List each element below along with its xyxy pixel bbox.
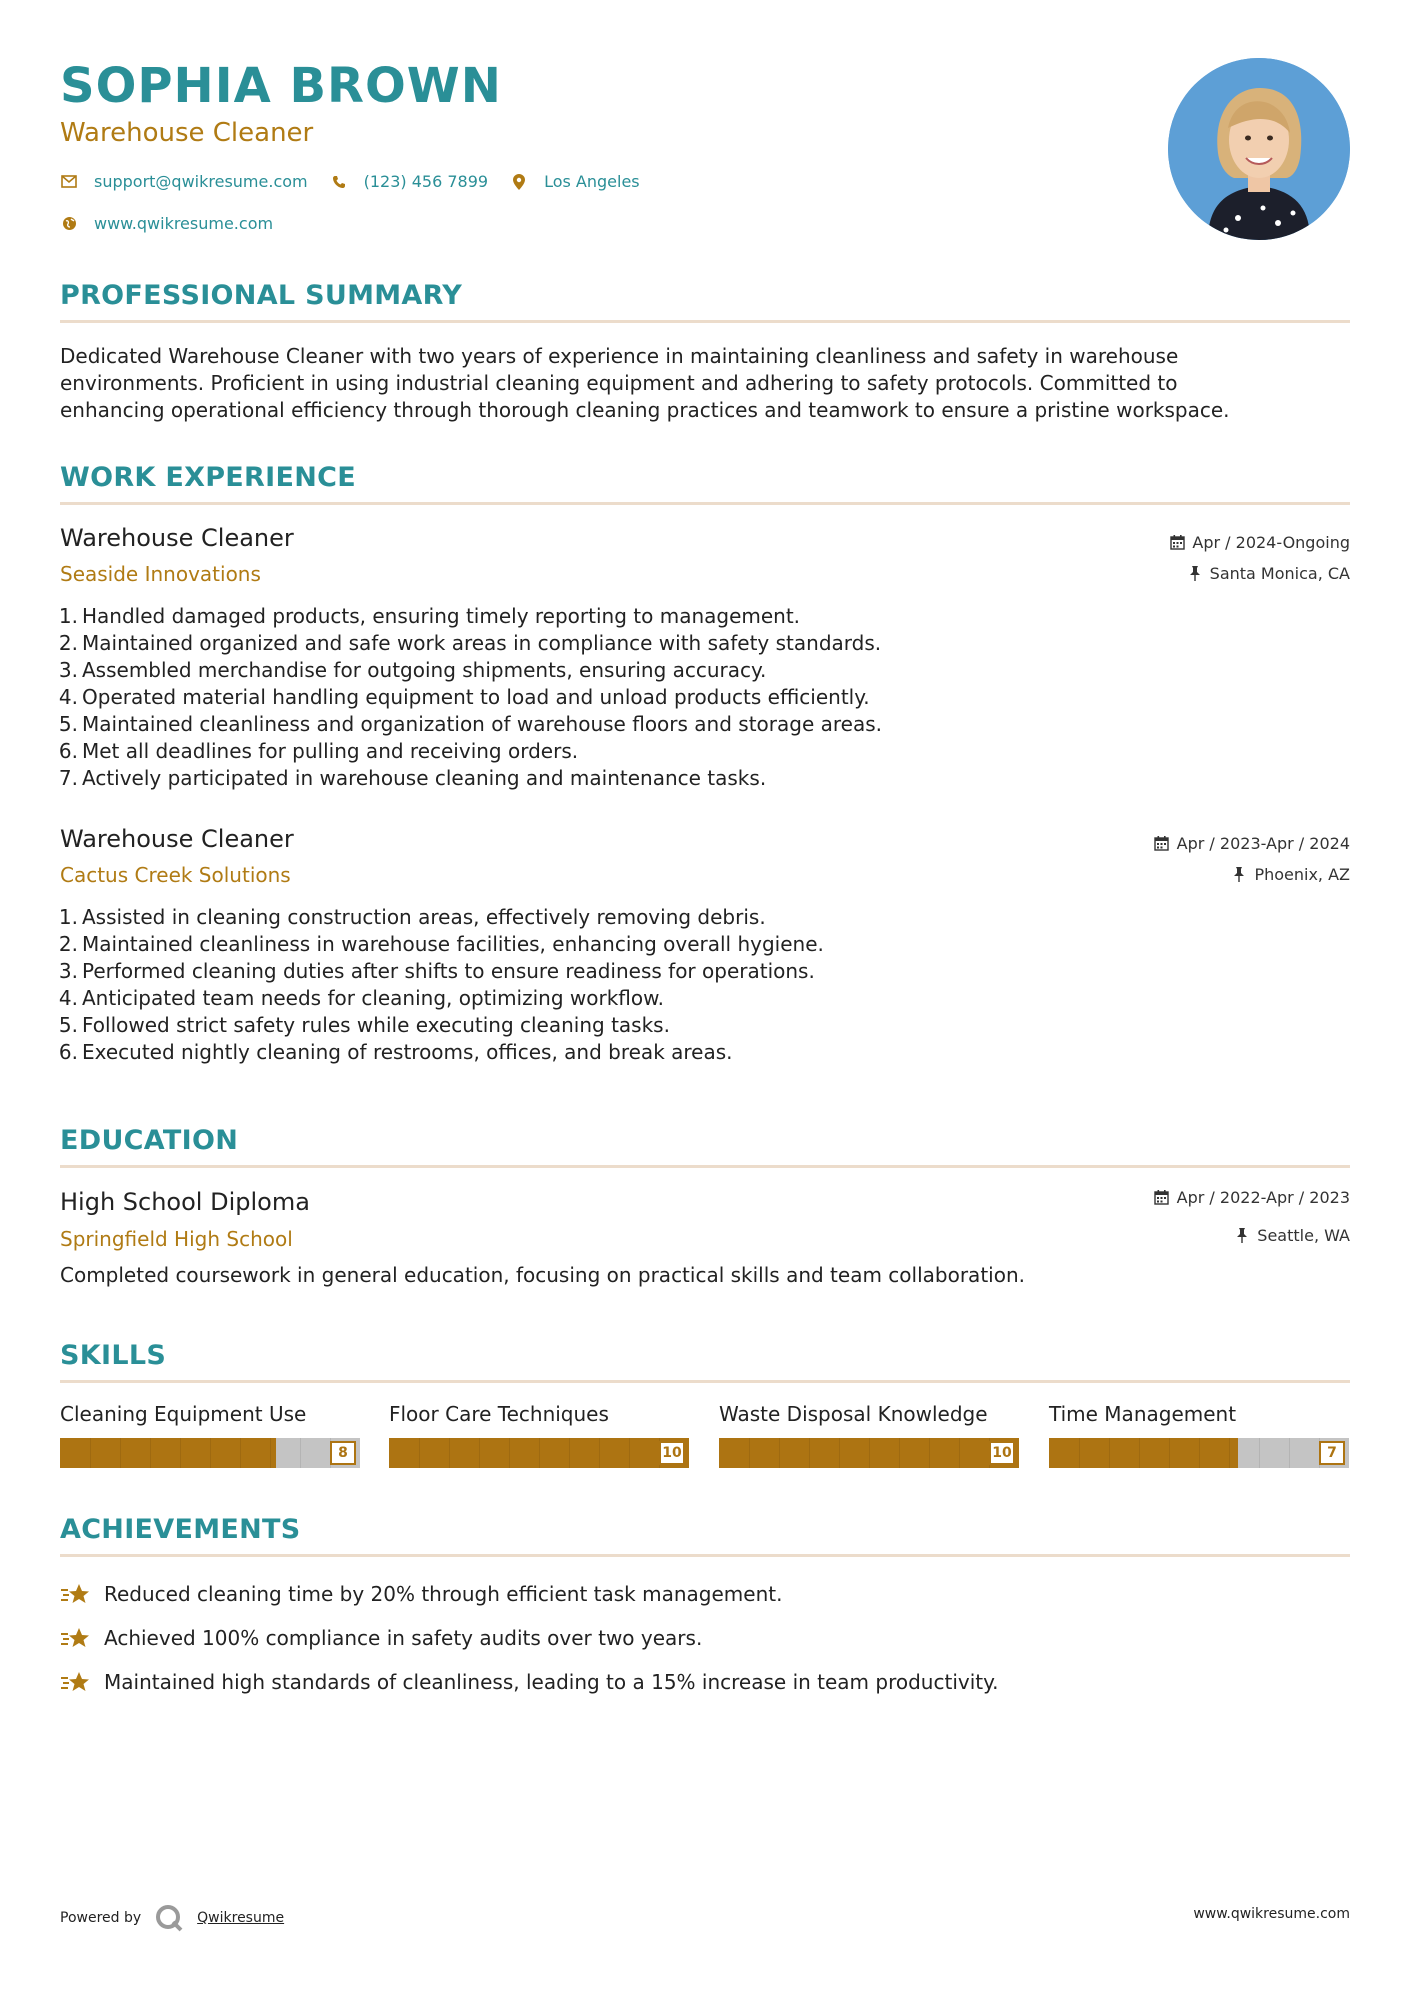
company-name: Seaside Innovations <box>60 562 261 586</box>
skill-bar <box>1049 1438 1349 1468</box>
candidate-name: SOPHIA BROWN <box>60 58 502 114</box>
skill-bar-segment <box>929 1438 930 1468</box>
achievement-item <box>60 1666 998 1698</box>
job-bullets <box>54 603 1054 792</box>
list-item: 4. Operated material handling equipment to load and unload products efficiently. <box>58 685 870 709</box>
skill-bar-segment <box>210 1438 211 1468</box>
pushpin-icon <box>1186 565 1204 583</box>
phone-text[interactable]: (123) 456 7899 <box>363 172 489 191</box>
skill-item <box>1049 1402 1349 1468</box>
education-location-text: Seattle, WA <box>1257 1226 1350 1245</box>
skill-bar-segment <box>809 1438 810 1468</box>
skill-bar-segment <box>779 1438 780 1468</box>
section-divider <box>60 1380 1350 1383</box>
website-link[interactable]: www.qwikresume.com <box>94 214 274 233</box>
skill-bar-segment <box>270 1438 271 1468</box>
education-description: Completed coursework in general education, focusing on practical skills and team collaboration. <box>60 1263 1025 1287</box>
job-dates-text: Apr / 2024-Ongoing <box>1192 533 1350 552</box>
skill-bar-segment <box>120 1438 121 1468</box>
skill-bar-segment <box>180 1438 181 1468</box>
location-text: Los Angeles <box>544 172 640 191</box>
map-pin-icon <box>510 173 528 191</box>
job-title: Warehouse Cleaner <box>60 825 294 853</box>
achievement-text: Maintained high standards of cleanliness, leading to a 15% increase in team productivity. <box>104 1670 999 1694</box>
job-dates-text: Apr / 2023-Apr / 2024 <box>1176 834 1350 853</box>
achievement-text: Achieved 100% compliance in safety audits over two years. <box>104 1626 703 1650</box>
achievement-item <box>60 1622 702 1654</box>
summary-line: environments. Proficient in using industrial cleaning equipment and adhering to safety protocols. Committed to <box>60 371 1178 395</box>
job-location-text: Santa Monica, CA <box>1209 564 1350 583</box>
skill-bar-segment <box>629 1438 630 1468</box>
contact-row <box>60 172 662 191</box>
email-link[interactable]: support@qwikresume.com <box>94 172 308 191</box>
section-divider <box>60 1165 1350 1168</box>
section-title-skills: SKILLS <box>60 1340 167 1371</box>
skill-bar-segment <box>240 1438 241 1468</box>
education-location <box>1233 1226 1350 1245</box>
footer-website-link[interactable]: www.qwikresume.com <box>1193 1906 1350 1922</box>
skill-bar-segment <box>959 1438 960 1468</box>
job-dates <box>1168 533 1350 552</box>
list-item: 5. Maintained cleanliness and organization of warehouse floors and storage areas. <box>58 712 882 736</box>
skill-bar-segment <box>539 1438 540 1468</box>
education-dates-text: Apr / 2022-Apr / 2023 <box>1176 1188 1350 1207</box>
pushpin-icon <box>1230 866 1248 884</box>
list-item: 1. Handled damaged products, ensuring timely reporting to management. <box>58 604 801 628</box>
skill-score: 10 <box>659 1441 685 1465</box>
skill-bar-segment <box>869 1438 870 1468</box>
footer-powered-by <box>60 1902 284 1934</box>
skill-bar-segment <box>839 1438 840 1468</box>
section-title-education: EDUCATION <box>60 1125 239 1156</box>
candidate-role: Warehouse Cleaner <box>60 118 314 148</box>
degree-title: High School Diploma <box>60 1188 310 1216</box>
achievement-text: Reduced cleaning time by 20% through efficient task management. <box>104 1582 783 1606</box>
skill-item <box>60 1402 360 1468</box>
skill-name: Time Management <box>1049 1402 1237 1426</box>
section-divider <box>60 1554 1350 1557</box>
company-name: Cactus Creek Solutions <box>60 863 291 887</box>
envelope-icon <box>60 173 78 191</box>
list-item: 7. Actively participated in warehouse cleaning and maintenance tasks. <box>58 766 767 790</box>
calendar-icon <box>1153 835 1171 853</box>
skill-score: 8 <box>330 1441 356 1465</box>
summary-line: Dedicated Warehouse Cleaner with two years of experience in maintaining cleanliness and safety in warehouse <box>60 344 1179 368</box>
skill-bar-segment <box>1169 1438 1170 1468</box>
skill-item <box>389 1402 689 1468</box>
school-name: Springfield High School <box>60 1227 293 1251</box>
skill-name: Waste Disposal Knowledge <box>719 1402 988 1426</box>
skill-bar-segment <box>150 1438 151 1468</box>
job-location <box>1186 564 1350 583</box>
globe-icon <box>60 215 78 233</box>
list-item: 6. Executed nightly cleaning of restrooms, offices, and break areas. <box>58 1040 733 1064</box>
skill-bar <box>389 1438 689 1468</box>
skill-item <box>719 1402 1019 1468</box>
skill-bar-segment <box>1229 1438 1230 1468</box>
qwikresume-link[interactable]: Qwikresume <box>197 1910 285 1926</box>
list-item: 1. Assisted in cleaning construction areas, effectively removing debris. <box>58 905 766 929</box>
list-item: 3. Assembled merchandise for outgoing shipments, ensuring accuracy. <box>58 658 767 682</box>
education-dates <box>1153 1188 1350 1207</box>
contact-row-website <box>60 214 295 233</box>
skill-bar-segment <box>899 1438 900 1468</box>
skill-bar-fill <box>60 1438 276 1468</box>
shooting-star-icon <box>60 1666 92 1698</box>
section-divider <box>60 502 1350 505</box>
section-title-experience: WORK EXPERIENCE <box>60 462 356 493</box>
skill-bar-segment <box>509 1438 510 1468</box>
skill-bar <box>60 1438 360 1468</box>
skill-bar-segment <box>479 1438 480 1468</box>
job-location-text: Phoenix, AZ <box>1254 865 1350 884</box>
calendar-icon <box>1168 534 1186 552</box>
job-bullets <box>54 904 1054 1066</box>
list-item: 5. Followed strict safety rules while executing cleaning tasks. <box>58 1013 670 1037</box>
section-divider <box>60 320 1350 323</box>
job-title: Warehouse Cleaner <box>60 524 294 552</box>
list-item: 4. Anticipated team needs for cleaning, optimizing workflow. <box>58 986 665 1010</box>
list-item: 2. Maintained organized and safe work areas in compliance with safety standards. <box>58 631 882 655</box>
section-title-summary: PROFESSIONAL SUMMARY <box>60 280 463 311</box>
skill-bar <box>719 1438 1019 1468</box>
phone-icon <box>330 173 348 191</box>
skill-bar-segment <box>90 1438 91 1468</box>
skill-bar-segment <box>1289 1438 1290 1468</box>
skill-bar-segment <box>419 1438 420 1468</box>
skill-name: Floor Care Techniques <box>389 1402 609 1426</box>
shooting-star-icon <box>60 1622 92 1654</box>
skill-bar-segment <box>599 1438 600 1468</box>
skill-bar-segment <box>569 1438 570 1468</box>
skill-bar-segment <box>1259 1438 1260 1468</box>
pushpin-icon <box>1233 1227 1251 1245</box>
skill-score: 7 <box>1319 1441 1345 1465</box>
powered-by-label: Powered by <box>60 1910 142 1926</box>
qwikresume-logo-icon <box>153 1902 185 1934</box>
achievement-item <box>60 1578 782 1610</box>
list-item: 3. Performed cleaning duties after shifts to ensure readiness for operations. <box>58 959 815 983</box>
skill-bar-segment <box>449 1438 450 1468</box>
summary-text <box>60 343 1330 424</box>
skill-bar-segment <box>749 1438 750 1468</box>
skill-bar-fill <box>1049 1438 1238 1468</box>
skill-bar-segment <box>1199 1438 1200 1468</box>
job-dates <box>1153 834 1350 853</box>
skill-bar-segment <box>300 1438 301 1468</box>
section-title-achievements: ACHIEVEMENTS <box>60 1514 301 1545</box>
skill-name: Cleaning Equipment Use <box>60 1402 307 1426</box>
skill-score: 10 <box>989 1441 1015 1465</box>
job-location <box>1230 865 1350 884</box>
calendar-icon <box>1153 1189 1171 1207</box>
skill-bar-segment <box>1139 1438 1140 1468</box>
list-item: 6. Met all deadlines for pulling and receiving orders. <box>58 739 579 763</box>
skill-bar-segment <box>1079 1438 1080 1468</box>
avatar <box>1168 58 1350 240</box>
summary-line: enhancing operational efficiency through thorough cleaning practices and teamwork to ensure a pristine workspace. <box>60 398 1230 422</box>
list-item: 2. Maintained cleanliness in warehouse facilities, enhancing overall hygiene. <box>58 932 824 956</box>
shooting-star-icon <box>60 1578 92 1610</box>
skill-bar-segment <box>1109 1438 1110 1468</box>
